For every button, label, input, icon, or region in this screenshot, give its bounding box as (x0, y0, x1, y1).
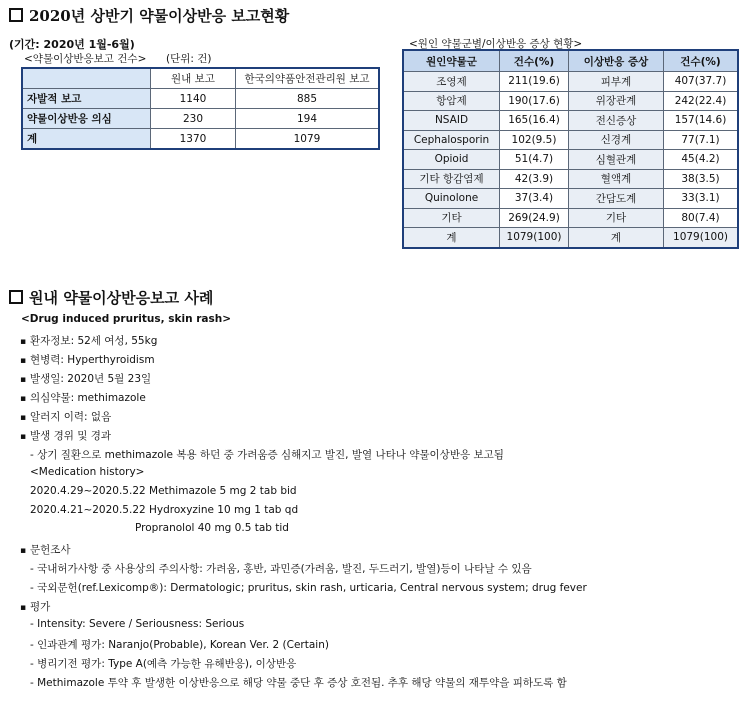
table-cell: 211(19.6) (500, 72, 569, 92)
table-cell: 42(3.9) (500, 169, 569, 189)
report-period: (기간: 2020년 1월-6월) (9, 38, 135, 51)
table-cell: 45(4.2) (664, 150, 739, 170)
table-cell: 1079(100) (500, 228, 569, 248)
table-cell: 885 (236, 89, 380, 109)
table-cell: 신경계 (569, 130, 664, 150)
table-cell: 혈액계 (569, 169, 664, 189)
table-cell: 기타 (569, 208, 664, 228)
table-cell: 1140 (151, 89, 236, 109)
course-title: ▪ 발생 경위 및 경과 (20, 428, 111, 443)
evaluation-intensity: - Intensity: Severe / Seriousness: Serious (30, 618, 245, 630)
report-count-table (21, 67, 380, 150)
allergy-history: ▪ 알러지 이력: 없음 (20, 409, 111, 424)
table-cell: NSAID (403, 111, 500, 131)
table2-caption: <원인 약물군별/이상반응 증상 현황> (409, 38, 583, 50)
disease-history: ▪ 현병력: Hyperthyroidism (20, 352, 155, 367)
table-header-cell: 원인약물군 (403, 50, 500, 72)
table-cell: 조영제 (403, 72, 500, 92)
table-cell: 230 (151, 109, 236, 129)
table-cell: 1079 (236, 129, 380, 150)
table-cell: 심혈관계 (569, 150, 664, 170)
evaluation-conclusion: - Methimazole 투약 후 발생한 이상반응으로 해당 약물 중단 후 증상 호전됨. 추후 해당 약물의 재투약을 피하도록 함 (30, 677, 567, 689)
table-cell: 위장관계 (569, 91, 664, 111)
table1-unit: (단위: 건) (166, 53, 212, 65)
row-label: 자발적 보고 (22, 89, 151, 109)
table-cell: 37(3.4) (500, 189, 569, 209)
table-cell: 102(9.5) (500, 130, 569, 150)
patient-info: ▪ 환자정보: 52세 여성, 55kg (20, 333, 157, 348)
medication-entry: Propranolol 40 mg 0.5 tab tid (135, 522, 289, 534)
onset-date: ▪ 발생일: 2020년 5월 23일 (20, 371, 151, 386)
table-row (22, 89, 379, 109)
table-cell: 간담도계 (569, 189, 664, 209)
table-header-cell: 건수(%) (500, 50, 569, 72)
evaluation-mechanism: - 병리기전 평가: Type A(예측 가능한 유해반응), 이상반응 (30, 658, 297, 670)
table-cell: 계 (403, 228, 500, 248)
drug-class-symptom-table (402, 49, 739, 249)
table-row (403, 208, 738, 228)
row-label: 계 (22, 129, 151, 150)
table-cell: 계 (569, 228, 664, 248)
evaluation-causality: - 인과관계 평가: Naranjo(Probable), Korean Ver. 2 (Certain) (30, 639, 329, 651)
table-row (403, 111, 738, 131)
table-row (403, 91, 738, 111)
table-cell: 33(3.1) (664, 189, 739, 209)
table-header-cell: 한국의약품안전관리원 보고 (236, 68, 380, 89)
table-cell: 전신증상 (569, 111, 664, 131)
table-cell: 77(7.1) (664, 130, 739, 150)
table-cell: Cephalosporin (403, 130, 500, 150)
checkbox-square-icon (9, 8, 23, 22)
table-row (403, 189, 738, 209)
section-title-case-report: 원내 약물이상반응보고 사례 (9, 287, 213, 308)
table-row (403, 72, 738, 92)
table-cell: 407(37.7) (664, 72, 739, 92)
table-cell: 38(3.5) (664, 169, 739, 189)
table-cell: 80(7.4) (664, 208, 739, 228)
table-cell: 269(24.9) (500, 208, 569, 228)
table-cell: 1370 (151, 129, 236, 150)
table-row (22, 109, 379, 129)
suspected-drug: ▪ 의심약물: methimazole (20, 390, 146, 405)
literature-foreign: - 국외문헌(ref.Lexicomp®): Dermatologic; pruritus, skin rash, urticaria, Central nervous system; drug fever (30, 582, 587, 594)
table-header-cell: 원내 보고 (151, 68, 236, 89)
table-cell: 기타 항감염제 (403, 169, 500, 189)
table-cell: 190(17.6) (500, 91, 569, 111)
table-row (403, 150, 738, 170)
table-row (403, 169, 738, 189)
table-total-row (403, 228, 738, 248)
table-cell: 항암제 (403, 91, 500, 111)
table-row (22, 129, 379, 150)
table-header-cell: 건수(%) (664, 50, 739, 72)
section-title-report-status: 2020년 상반기 약물이상반응 보고현황 (9, 5, 289, 26)
medication-history-title: <Medication history> (30, 466, 145, 478)
medication-entry: 2020.4.29~2020.5.22 Methimazole 5 mg 2 tab bid (30, 485, 297, 497)
table-header-cell (22, 68, 151, 89)
table-cell: 기타 (403, 208, 500, 228)
evaluation-title: ▪ 평가 (20, 599, 50, 614)
case-subtitle: <Drug induced pruritus, skin rash> (21, 313, 232, 325)
row-label: 약물이상반응 의심 (22, 109, 151, 129)
table-cell: 165(16.4) (500, 111, 569, 131)
course-text: - 상기 질환으로 methimazole 복용 하던 중 가려움증 심해지고 발진, 발열 나타나 약물이상반응 보고됨 (30, 449, 504, 461)
table-header-cell: 이상반응 증상 (569, 50, 664, 72)
table-cell: 51(4.7) (500, 150, 569, 170)
table-row (403, 130, 738, 150)
table-cell: 157(14.6) (664, 111, 739, 131)
table-cell: Quinolone (403, 189, 500, 209)
table-cell: 194 (236, 109, 380, 129)
checkbox-square-icon (9, 290, 23, 304)
table-cell: 242(22.4) (664, 91, 739, 111)
table-header-row (403, 50, 738, 72)
table-header-row (22, 68, 379, 89)
literature-title: ▪ 문헌조사 (20, 542, 71, 557)
table-cell: 피부계 (569, 72, 664, 92)
table1-caption: <약물이상반응보고 건수> (24, 53, 147, 65)
medication-entry: 2020.4.21~2020.5.22 Hydroxyzine 10 mg 1 tab qd (30, 504, 299, 516)
literature-domestic: - 국내허가사항 중 사용상의 주의사항: 가려움, 홍반, 과민증(가려움, 발진, 두드러기, 발열)등이 나타날 수 있음 (30, 563, 532, 575)
table-cell: 1079(100) (664, 228, 739, 248)
table-cell: Opioid (403, 150, 500, 170)
